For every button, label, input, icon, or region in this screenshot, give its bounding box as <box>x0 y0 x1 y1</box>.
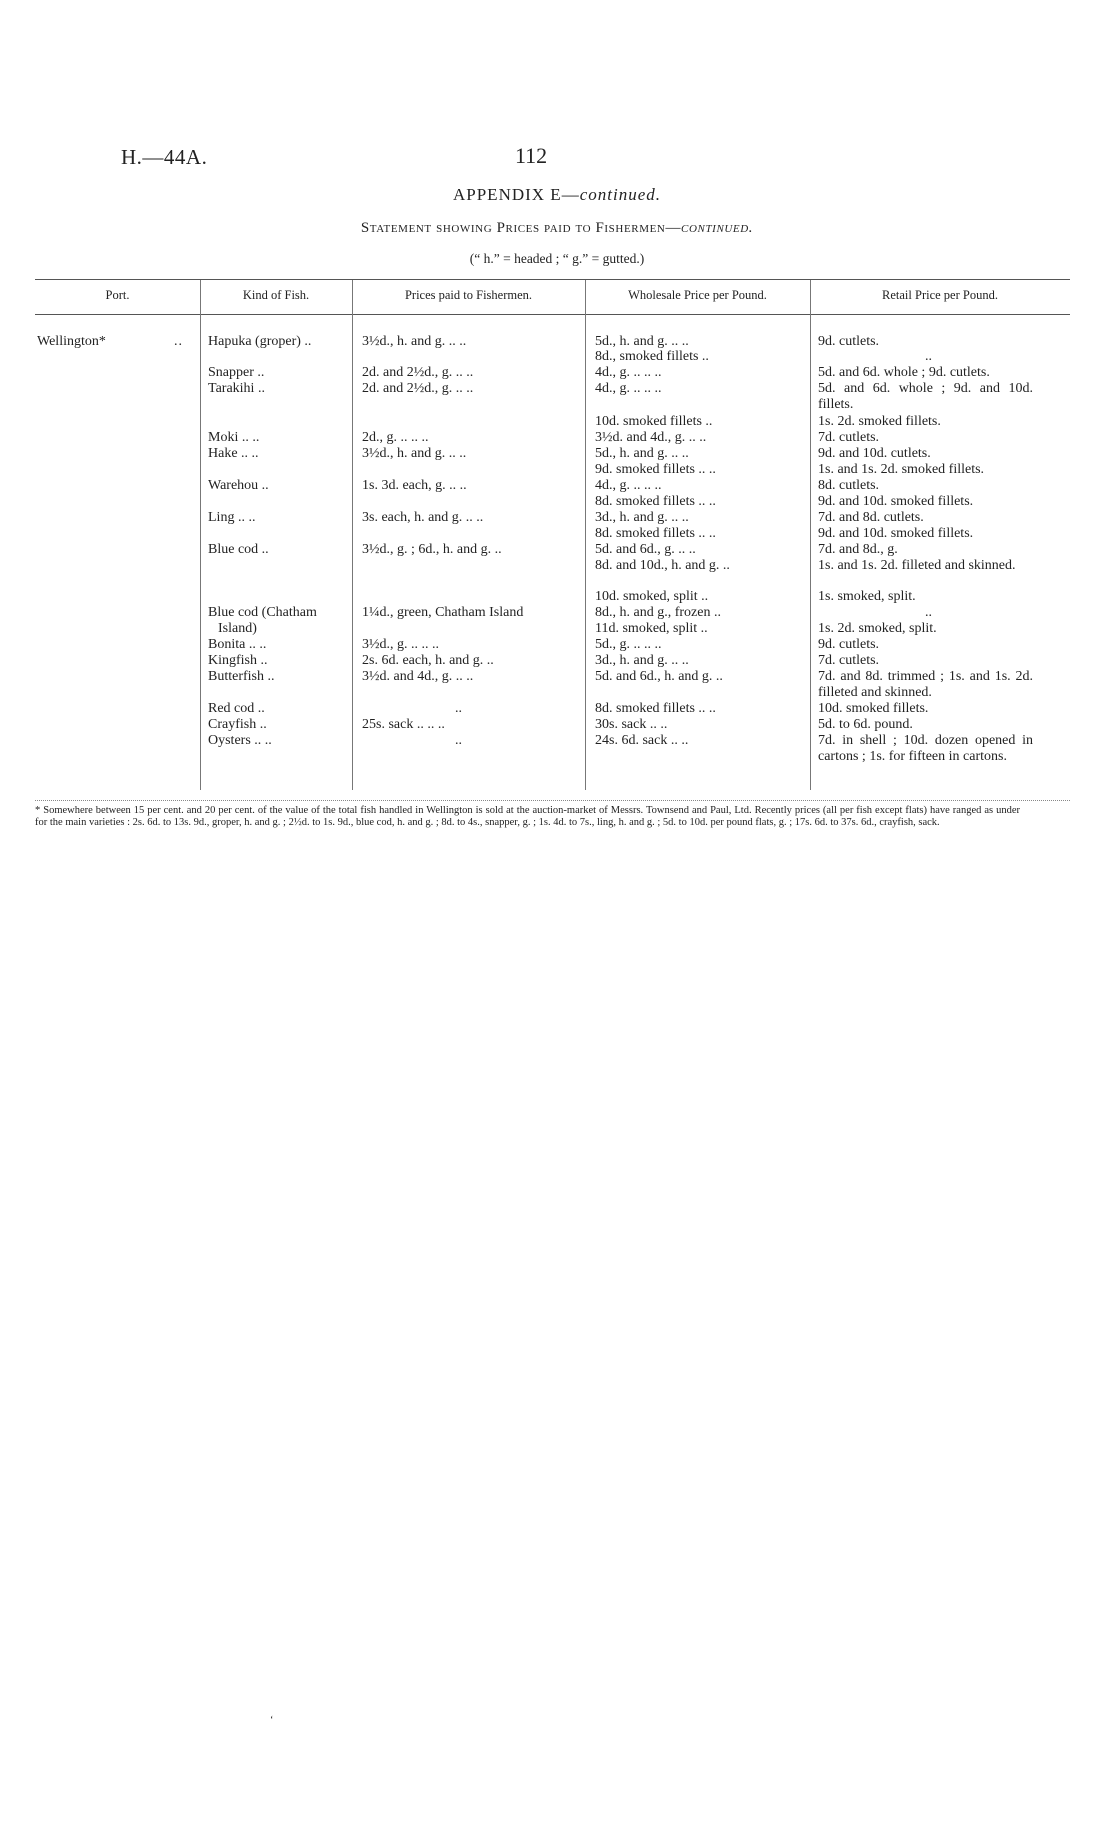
fisherman-price: 3½d., g. .. .. .. <box>362 637 439 652</box>
fish-kind: Crayfish .. <box>208 717 267 732</box>
retail-price: 1s. 2d. smoked, split. <box>818 621 937 636</box>
fisherman-price: 2d. and 2½d., g. .. .. <box>362 381 474 396</box>
fish-kind: Kingfish .. <box>208 653 268 668</box>
retail-price: 5d. to 6d. pound. <box>818 717 913 732</box>
wholesale-price: 11d. smoked, split .. <box>595 621 708 636</box>
fish-kind: Red cod .. <box>208 701 265 716</box>
fish-kind: Bonita .. .. <box>208 637 267 652</box>
footnote-rule <box>35 800 1070 801</box>
table-top-rule <box>35 279 1070 280</box>
fish-kind: Moki .. .. <box>208 430 260 445</box>
fisherman-price: 3½d., h. and g. .. .. <box>362 446 467 461</box>
fisherman-price: .. <box>455 733 462 748</box>
fisherman-price: 3½d., g. ; 6d., h. and g. .. <box>362 542 502 557</box>
retail-price: 8d. cutlets. <box>818 478 880 493</box>
abbreviation-note: (“ h.” = headed ; “ g.” = gutted.) <box>469 251 645 266</box>
wholesale-price: 8d. smoked fillets .. .. <box>595 526 716 541</box>
wholesale-price: 10d. smoked fillets .. <box>595 414 713 429</box>
wholesale-price: 8d., h. and g., frozen .. <box>595 605 721 620</box>
fish-kind: Tarakihi .. <box>208 381 265 396</box>
wholesale-price: 8d. and 10d., h. and g. .. <box>595 558 730 573</box>
wholesale-price: 5d., g. .. .. .. <box>595 637 662 652</box>
wholesale-price: 4d., g. .. .. .. <box>595 381 662 396</box>
wholesale-price: 8d. smoked fillets .. .. <box>595 494 716 509</box>
fish-kind: Oysters .. .. <box>208 733 272 748</box>
retail-price: 7d. and 8d. cutlets. <box>818 510 924 525</box>
retail-price: 5d. and 6d. whole ; 9d. cutlets. <box>818 365 990 380</box>
fish-kind: Hapuka (groper) .. <box>208 334 312 349</box>
fish-kind: Hake .. .. <box>208 446 259 461</box>
wholesale-price: 5d. and 6d., h. and g. .. <box>595 669 723 684</box>
retail-price: 7d. and 8d. trimmed ; 1s. and 1s. 2d. filleted and skinned. <box>818 669 1033 700</box>
wholesale-price: 24s. 6d. sack .. .. <box>595 733 689 748</box>
retail-price: 7d. cutlets. <box>818 430 880 445</box>
wholesale-price: 8d. smoked fillets .. .. <box>595 701 716 716</box>
header-prices: Prices paid to Fishermen. <box>404 288 533 302</box>
retail-price: 1s. and 1s. 2d. filleted and skinned. <box>818 558 1016 573</box>
retail-price: 9d. and 10d. smoked fillets. <box>818 494 974 509</box>
retail-price: 1s. smoked, split. <box>818 589 916 604</box>
fish-kind: Snapper .. <box>208 365 265 380</box>
wholesale-price: 8d., smoked fillets .. <box>595 349 709 364</box>
wholesale-price: 5d., h. and g. .. .. <box>595 446 689 461</box>
fisherman-price: 2d. and 2½d., g. .. .. <box>362 365 474 380</box>
header-retail: Retail Price per Pound. <box>882 288 998 302</box>
stray-mark: ‘ <box>270 1715 274 1726</box>
fisherman-price: 1s. 3d. each, g. .. .. <box>362 478 467 493</box>
retail-price: 9d. cutlets. <box>818 334 880 349</box>
retail-price: 7d. in shell ; 10d. dozen opened in cartons ; 1s. for fifteen in cartons. <box>818 733 1033 764</box>
retail-price: 1s. and 1s. 2d. smoked fillets. <box>818 462 985 477</box>
column-divider <box>352 280 353 790</box>
header-port: Port. <box>105 288 130 302</box>
fisherman-price: 3s. each, h. and g. .. .. <box>362 510 484 525</box>
port-name: Wellington* <box>37 334 106 349</box>
appendix-title: APPENDIX E—continued. <box>453 185 661 204</box>
retail-price: .. <box>925 605 932 620</box>
wholesale-price: 3½d. and 4d., g. .. .. <box>595 430 707 445</box>
wholesale-price: 4d., g. .. .. .. <box>595 365 662 380</box>
fisherman-price: 2s. 6d. each, h. and g. .. <box>362 653 494 668</box>
wholesale-price: 3d., h. and g. .. .. <box>595 510 689 525</box>
fish-kind: Blue cod .. <box>208 542 269 557</box>
retail-price: 1s. 2d. smoked fillets. <box>818 414 941 429</box>
retail-price: 9d. and 10d. smoked fillets. <box>818 526 974 541</box>
fish-kind: Warehou .. <box>208 478 269 493</box>
fish-kind: Blue cod (Chatham <box>208 605 317 620</box>
column-divider <box>810 280 811 790</box>
fisherman-price: .. <box>455 701 462 716</box>
fish-kind: Butterfish .. <box>208 669 275 684</box>
wholesale-price: 5d. and 6d., g. .. .. <box>595 542 696 557</box>
fish-kind: Island) <box>218 621 257 636</box>
fisherman-price: 2d., g. .. .. .. <box>362 430 429 445</box>
retail-price: 9d. and 10d. cutlets. <box>818 446 931 461</box>
fisherman-price: 3½d. and 4d., g. .. .. <box>362 669 474 684</box>
retail-price: 7d. and 8d., g. <box>818 542 898 557</box>
header-wholesale: Wholesale Price per Pound. <box>628 288 767 302</box>
column-divider <box>585 280 586 790</box>
footnote: * Somewhere between 15 per cent. and 20 per cent. of the value of the total fish handled in Wellington is sold at the auction-market of Messrs. Townsend and Paul, Ltd. Recently prices (all per fish except flats) have ranged as under for the main varieties : 2s. 6d. to 13s. 9d., groper, h. and g. ; 2½d. to 1s. 9d., blue cod, h. and g. ; 8d. to 4s., snapper, g. ; 1s. 4d. to 7s., ling, h. and g. ; 5d. to 10d. per pound flats, g. ; 17s. 6d. to 37s. 6d., crayfish, sack. <box>35 805 1020 828</box>
retail-price: 9d. cutlets. <box>818 637 880 652</box>
column-divider <box>200 280 201 790</box>
retail-price: 10d. smoked fillets. <box>818 701 929 716</box>
fisherman-price: 3½d., h. and g. .. .. <box>362 334 467 349</box>
wholesale-price: 3d., h. and g. .. .. <box>595 653 689 668</box>
wholesale-price: 4d., g. .. .. .. <box>595 478 662 493</box>
retail-price: .. <box>925 349 932 364</box>
wholesale-price: 30s. sack .. .. <box>595 717 668 732</box>
header-kind: Kind of Fish. <box>242 288 310 302</box>
statement-title: Statement showing Prices paid to Fishermen—continued. <box>360 220 754 236</box>
wholesale-price: 9d. smoked fillets .. .. <box>595 462 716 477</box>
retail-price: 7d. cutlets. <box>818 653 880 668</box>
table-header-rule <box>35 314 1070 315</box>
fish-kind: Ling .. .. <box>208 510 256 525</box>
fisherman-price: 1¼d., green, Chatham Island <box>362 605 524 620</box>
document-ref: H.—44A. <box>121 145 208 169</box>
port-dots: .. <box>174 334 183 349</box>
fisherman-price: 25s. sack .. .. .. <box>362 717 445 732</box>
wholesale-price: 5d., h. and g. .. .. <box>595 334 689 349</box>
retail-price: 5d. and 6d. whole ; 9d. and 10d. fillets. <box>818 381 1033 412</box>
wholesale-price: 10d. smoked, split .. <box>595 589 709 604</box>
page-number: 112 <box>515 143 548 168</box>
